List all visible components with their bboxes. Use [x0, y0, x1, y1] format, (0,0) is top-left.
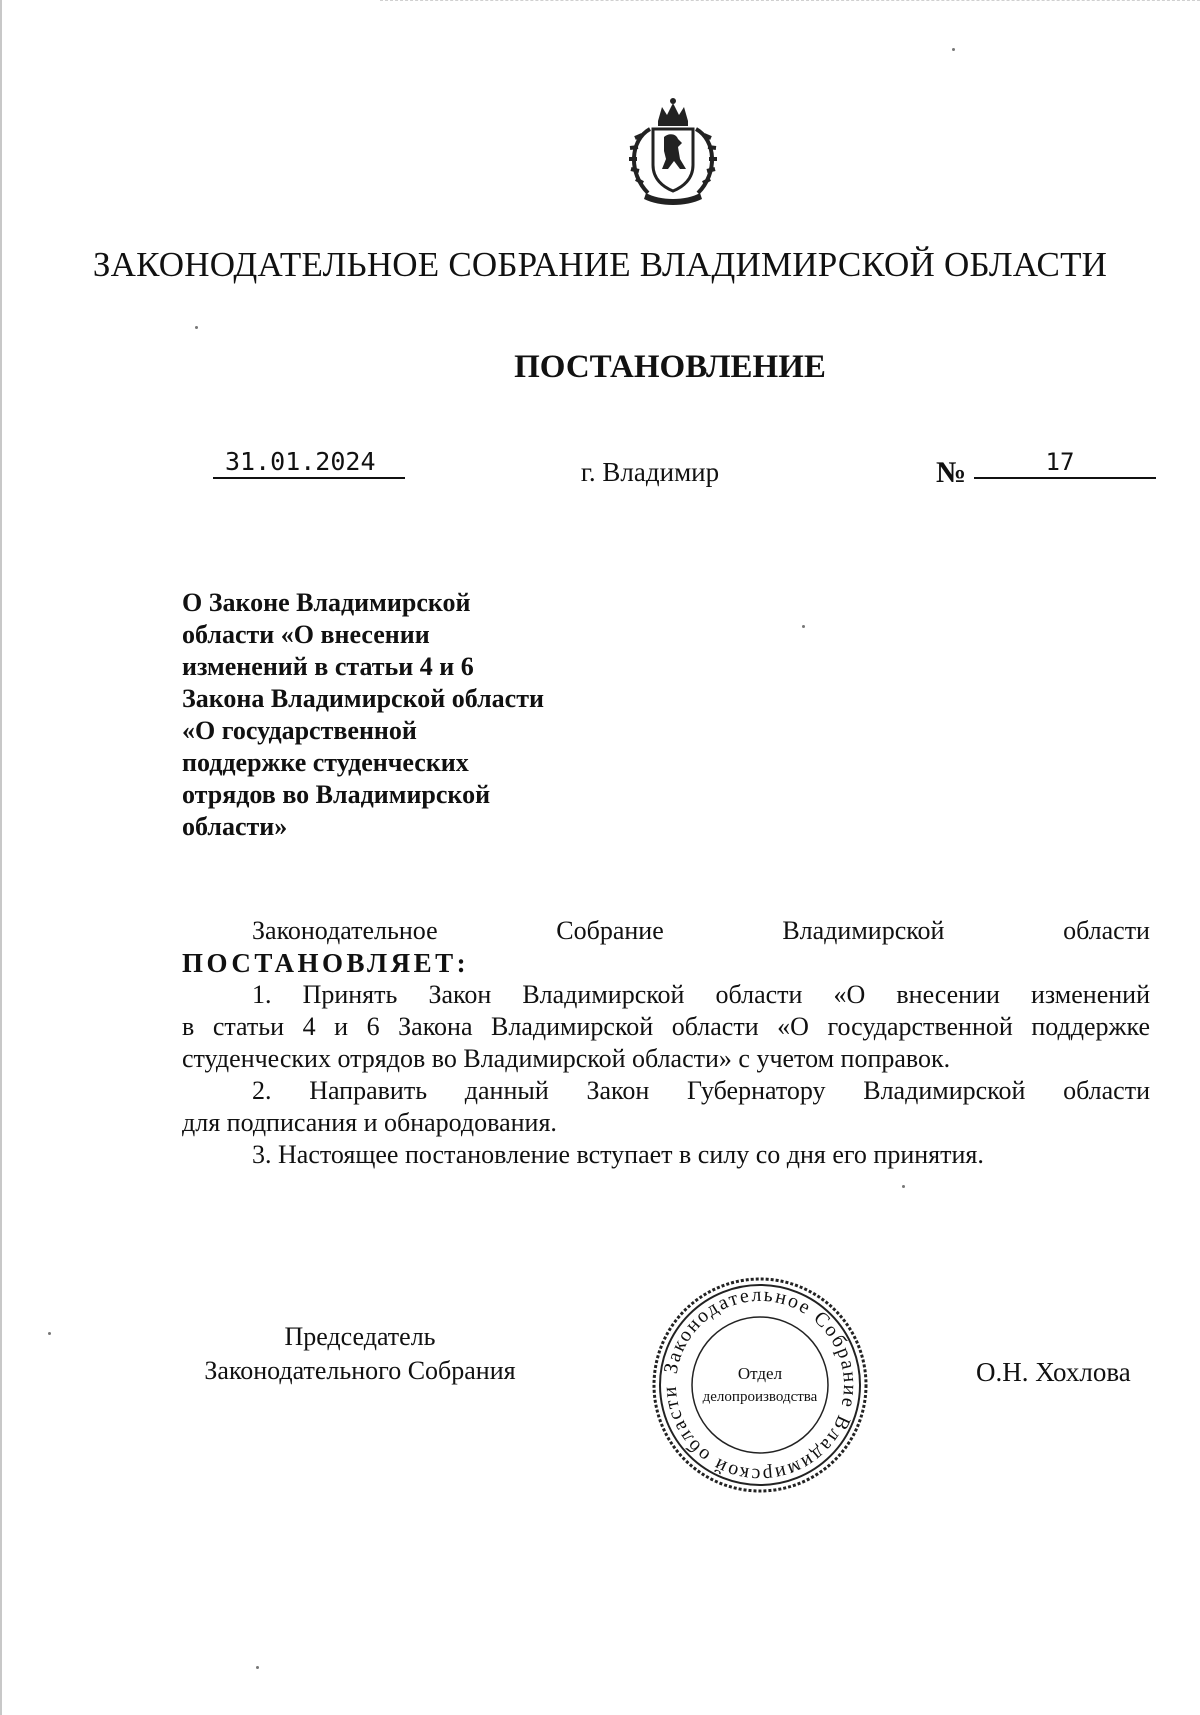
- decree-word: ПОСТАНОВЛЯЕТ:: [182, 948, 470, 978]
- document-subject: [182, 587, 612, 843]
- document-date: 31.01.2024: [213, 447, 405, 479]
- scan-speck: [48, 1332, 51, 1335]
- subject-line: Закона Владимирской области: [182, 684, 544, 713]
- paragraph-line: в статьи 4 и 6 Закона Владимирской области «О государственной поддержке: [182, 1012, 1150, 1041]
- subject-line: поддержке студенческих: [182, 748, 469, 777]
- document-type-heading: ПОСТАНОВЛЕНИЕ: [514, 349, 826, 385]
- paragraph-line: студенческих отрядов во Владимирской области» с учетом поправок.: [182, 1044, 951, 1073]
- scan-speck: [802, 625, 805, 628]
- paragraph-line: 1. Принять Закон Владимирской области «О внесении изменений: [252, 980, 1150, 1009]
- paragraph-2: [182, 1075, 1150, 1139]
- body-intro-line: [182, 915, 1150, 947]
- subject-line: области»: [182, 812, 288, 841]
- signatory-title: [180, 1320, 540, 1388]
- intro-word: Собрание: [556, 916, 664, 945]
- paragraph-line: для подписания и обнародования.: [182, 1108, 557, 1137]
- signatory-title-line: Законодательного Собрания: [204, 1356, 516, 1385]
- document-body: [182, 915, 1150, 1171]
- paragraph-3: 3. Настоящее постановление вступает в силу со дня его принятия.: [252, 1140, 984, 1169]
- paragraph-line: 2. Направить данный Закон Губернатору Владимирской области: [252, 1076, 1150, 1105]
- document-city: г. Владимир: [580, 457, 720, 487]
- signatory-name: О.Н. Хохлова: [976, 1357, 1131, 1387]
- coat-of-arms-emblem: [620, 95, 726, 207]
- stamp-center-line: делопроизводства: [702, 1389, 818, 1405]
- subject-line: изменений в статьи 4 и 6: [182, 652, 474, 681]
- signatory-title-line: Председатель: [284, 1322, 436, 1351]
- subject-line: «О государственной: [182, 716, 417, 745]
- stamp-ring-text: Законодательное Собрание Владимирской области: [658, 1283, 862, 1487]
- intro-word: Владимирской: [782, 916, 945, 945]
- subject-line: О Законе Владимирской: [182, 588, 471, 617]
- intro-word: Законодательное: [252, 916, 438, 945]
- organization-title: ЗАКОНОДАТЕЛЬНОЕ СОБРАНИЕ ВЛАДИМИРСКОЙ ОБЛАСТИ: [92, 245, 1108, 284]
- intro-word: области: [1063, 916, 1150, 945]
- number-label: №: [936, 456, 967, 489]
- stamp-center-line: Отдел: [737, 1364, 783, 1383]
- scan-edge-top: [380, 0, 1200, 2]
- subject-line: отрядов во Владимирской: [182, 780, 491, 809]
- paragraph-1: [182, 979, 1150, 1075]
- subject-line: области «О внесении: [182, 620, 430, 649]
- scan-speck: [902, 1185, 905, 1188]
- official-stamp: [648, 1273, 872, 1497]
- document-number: 17: [974, 447, 1156, 479]
- scan-speck: [195, 326, 198, 329]
- scan-speck: [952, 48, 955, 51]
- scan-speck: [256, 1666, 259, 1669]
